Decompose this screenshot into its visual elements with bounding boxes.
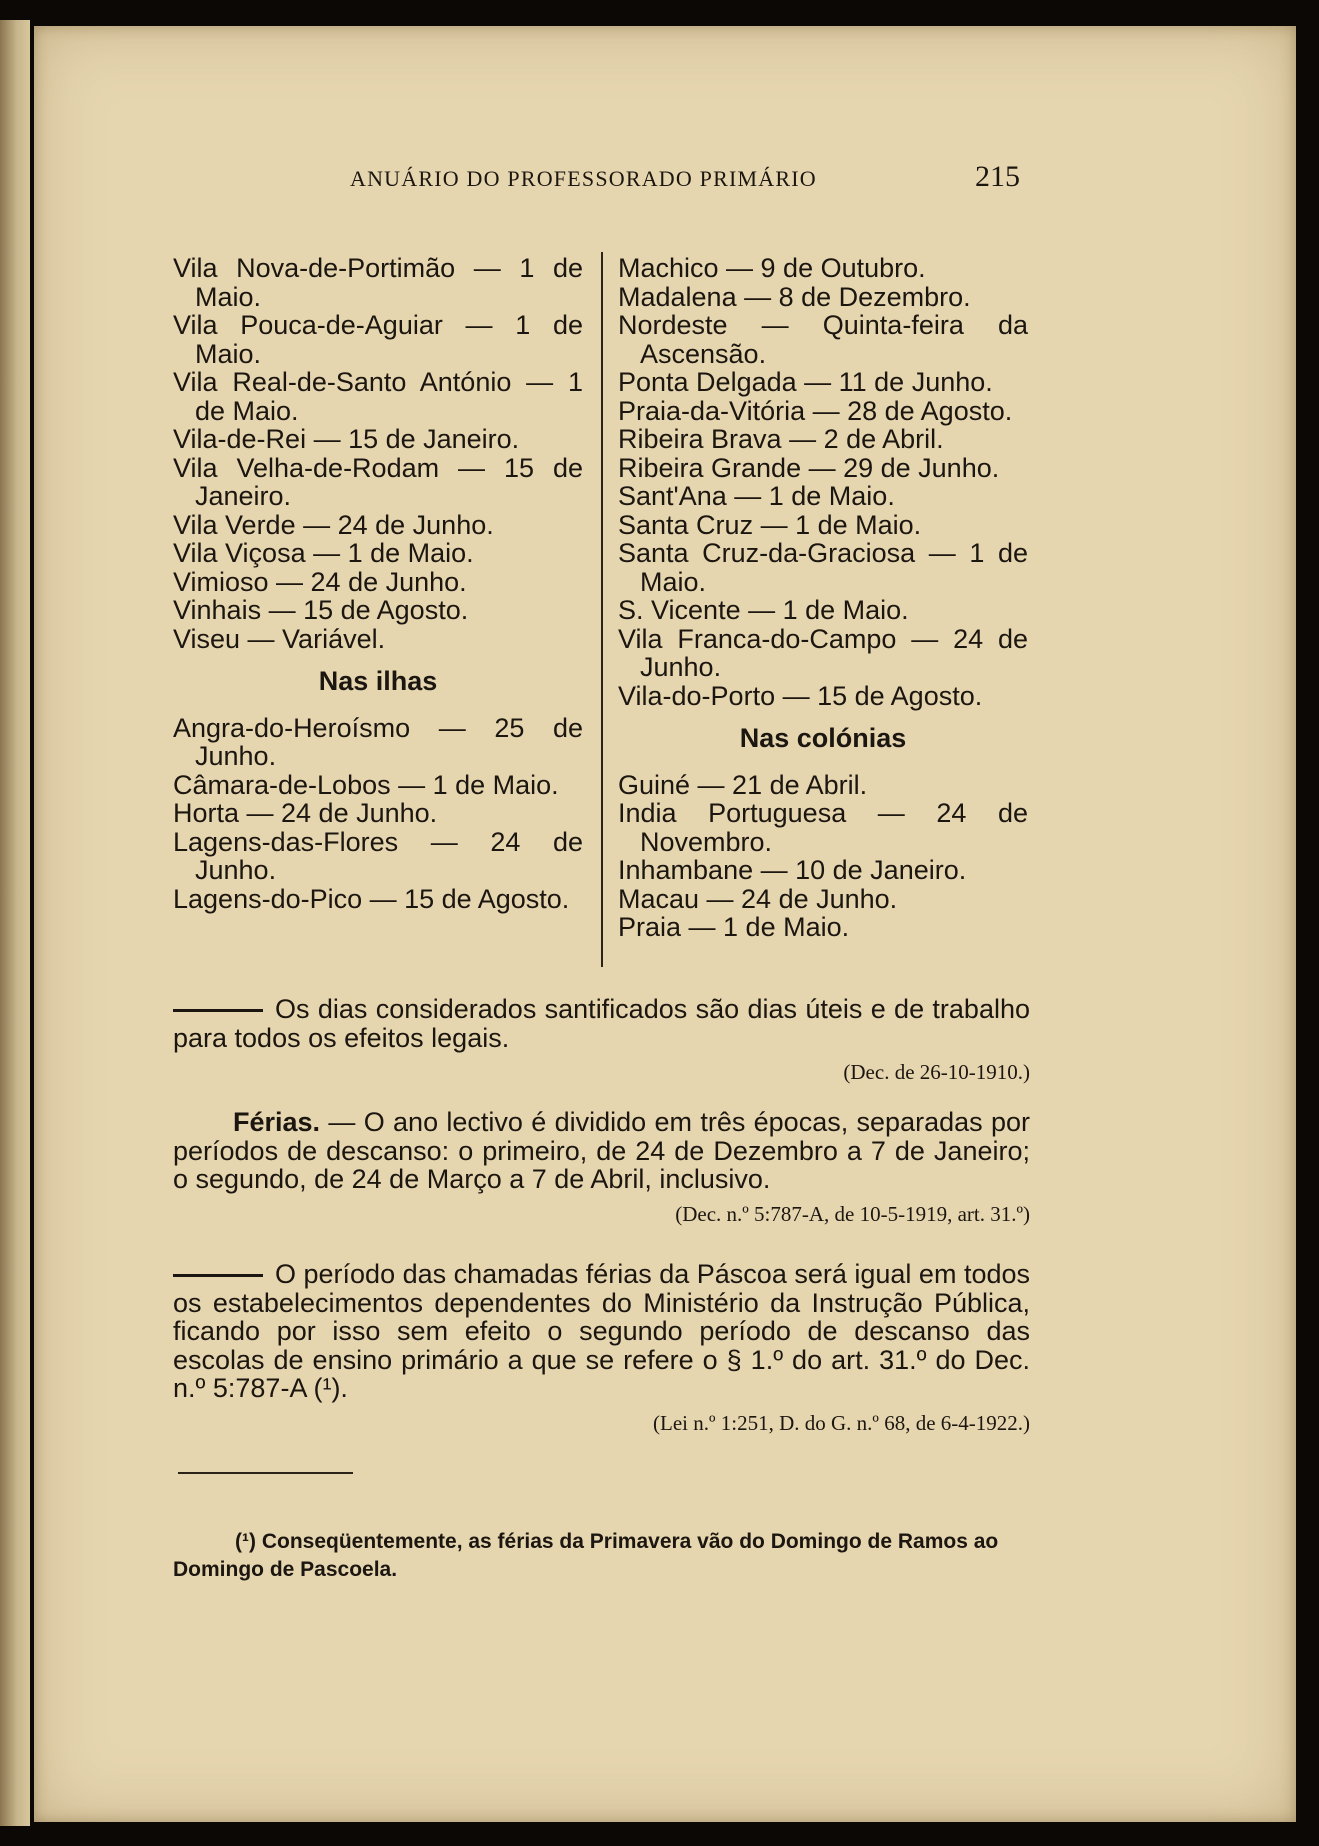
- footnote-text: Conseqüentemente, as férias da Primavera vão do Domingo de Ramos ao Domingo de Pascoela.: [173, 1530, 999, 1581]
- citation: (Dec. de 26-10-1910.): [843, 1060, 1030, 1084]
- list-item: Santa Cruz-da-Graciosa — 1 de Maio.: [618, 538, 1028, 597]
- left-column: [173, 254, 583, 913]
- footnote-marker: (¹): [235, 1530, 256, 1553]
- dash-rule: [173, 1274, 263, 1277]
- colonies-heading: Nas colónias: [739, 723, 907, 753]
- list-item: Macau — 24 de Junho.: [618, 883, 898, 914]
- dash-rule: [173, 1009, 263, 1012]
- list-item: Vila Pouca-de-Aguiar — 1 de Maio.: [173, 310, 583, 369]
- note-text: — O ano lectivo é dividido em três épocas, separadas por períodos de descanso: o primeiro, de 24 de Dezembro a 7 de Janeiro; o segundo, de 24 de Março a 7 de Abril, inclusivo.: [173, 1107, 1030, 1194]
- list-item: Viseu — Variável.: [173, 623, 386, 654]
- list-item: Vila-do-Porto — 15 de Agosto.: [618, 680, 983, 711]
- list-item: Praia — 1 de Maio.: [618, 912, 850, 942]
- citation: (Dec. n.º 5:787-A, de 10-5-1919, art. 31.º): [675, 1201, 1030, 1226]
- running-header: ANUÁRIO DO PROFESSORADO PRIMÁRIO: [350, 166, 817, 191]
- list-item: Madalena — 8 de Dezembro.: [618, 281, 971, 312]
- list-item: Vila Verde — 24 de Junho.: [173, 509, 494, 540]
- list-item: Vila Real-de-Santo António — 1 de Maio.: [173, 367, 583, 426]
- list-item: Vila Viçosa — 1 de Maio.: [173, 538, 474, 568]
- column-divider: [601, 252, 603, 967]
- list-item: India Portuguesa — 24 de Novembro.: [618, 798, 1028, 857]
- list-item: Inhambane — 10 de Janeiro.: [618, 855, 967, 885]
- list-item: Vila Franca-do-Campo — 24 de Junho.: [618, 623, 1028, 682]
- footnote: [173, 1528, 1033, 1584]
- list-item: Machico — 9 de Outubro.: [618, 253, 926, 283]
- list-item: Vila Nova-de-Portimão — 1 de Maio.: [173, 253, 583, 312]
- list-item: Vila-de-Rei — 15 de Janeiro.: [173, 424, 520, 454]
- list-item: Lagens-do-Pico — 15 de Agosto.: [173, 883, 570, 914]
- note-santificados: [173, 995, 1030, 1087]
- list-item: Horta — 24 de Junho.: [173, 798, 438, 828]
- right-column: [618, 254, 1028, 942]
- list-item: Vimioso — 24 de Junho.: [173, 566, 467, 597]
- ferias-term: Férias.: [233, 1107, 321, 1137]
- note-text: Os dias considerados santificados são dias úteis e de trabalho para todos os efeitos legais.: [173, 994, 1030, 1053]
- page-left-edge: [0, 20, 30, 1826]
- list-item: Vila Velha-de-Rodam — 15 de Janeiro.: [173, 452, 583, 511]
- list-item: Ponta Delgada — 11 de Junho.: [618, 367, 993, 397]
- list-item: Santa Cruz — 1 de Maio.: [618, 509, 922, 540]
- footnote-rule: [178, 1472, 353, 1474]
- list-item: S. Vicente — 1 de Maio.: [618, 595, 909, 625]
- list-item: Ribeira Grande — 29 de Junho.: [618, 452, 1000, 483]
- note-ferias: [173, 1108, 1030, 1228]
- note-pascoa: [173, 1260, 1030, 1437]
- note-text: O período das chamadas férias da Páscoa será igual em todos os estabelecimentos dependentes do Ministério da Instrução Pública, ficando por isso sem efeito o segundo período de descanso das escolas de ensino primário a que se refere o § 1.º do art. 31.º do Dec. n.º 5:787-A (¹).: [173, 1259, 1030, 1403]
- list-item: Guiné — 21 de Abril.: [618, 769, 868, 800]
- list-item: Vinhais — 15 de Agosto.: [173, 595, 469, 625]
- list-item: Angra-do-Heroísmo — 25 de Junho.: [173, 712, 583, 771]
- list-item: Sant'Ana — 1 de Maio.: [618, 481, 895, 511]
- islands-heading: Nas ilhas: [318, 666, 438, 696]
- page-number: 215: [975, 160, 1020, 193]
- list-item: Câmara-de-Lobos — 1 de Maio.: [173, 769, 559, 800]
- list-item: Praia-da-Vitória — 28 de Agosto.: [618, 395, 1013, 426]
- list-item: Lagens-das-Flores — 24 de Junho.: [173, 826, 583, 885]
- list-item: Nordeste — Quinta-feira da Ascensão.: [618, 310, 1028, 369]
- list-item: Ribeira Brava — 2 de Abril.: [618, 424, 944, 454]
- citation: (Lei n.º 1:251, D. do G. n.º 68, de 6-4-1922.): [653, 1410, 1030, 1435]
